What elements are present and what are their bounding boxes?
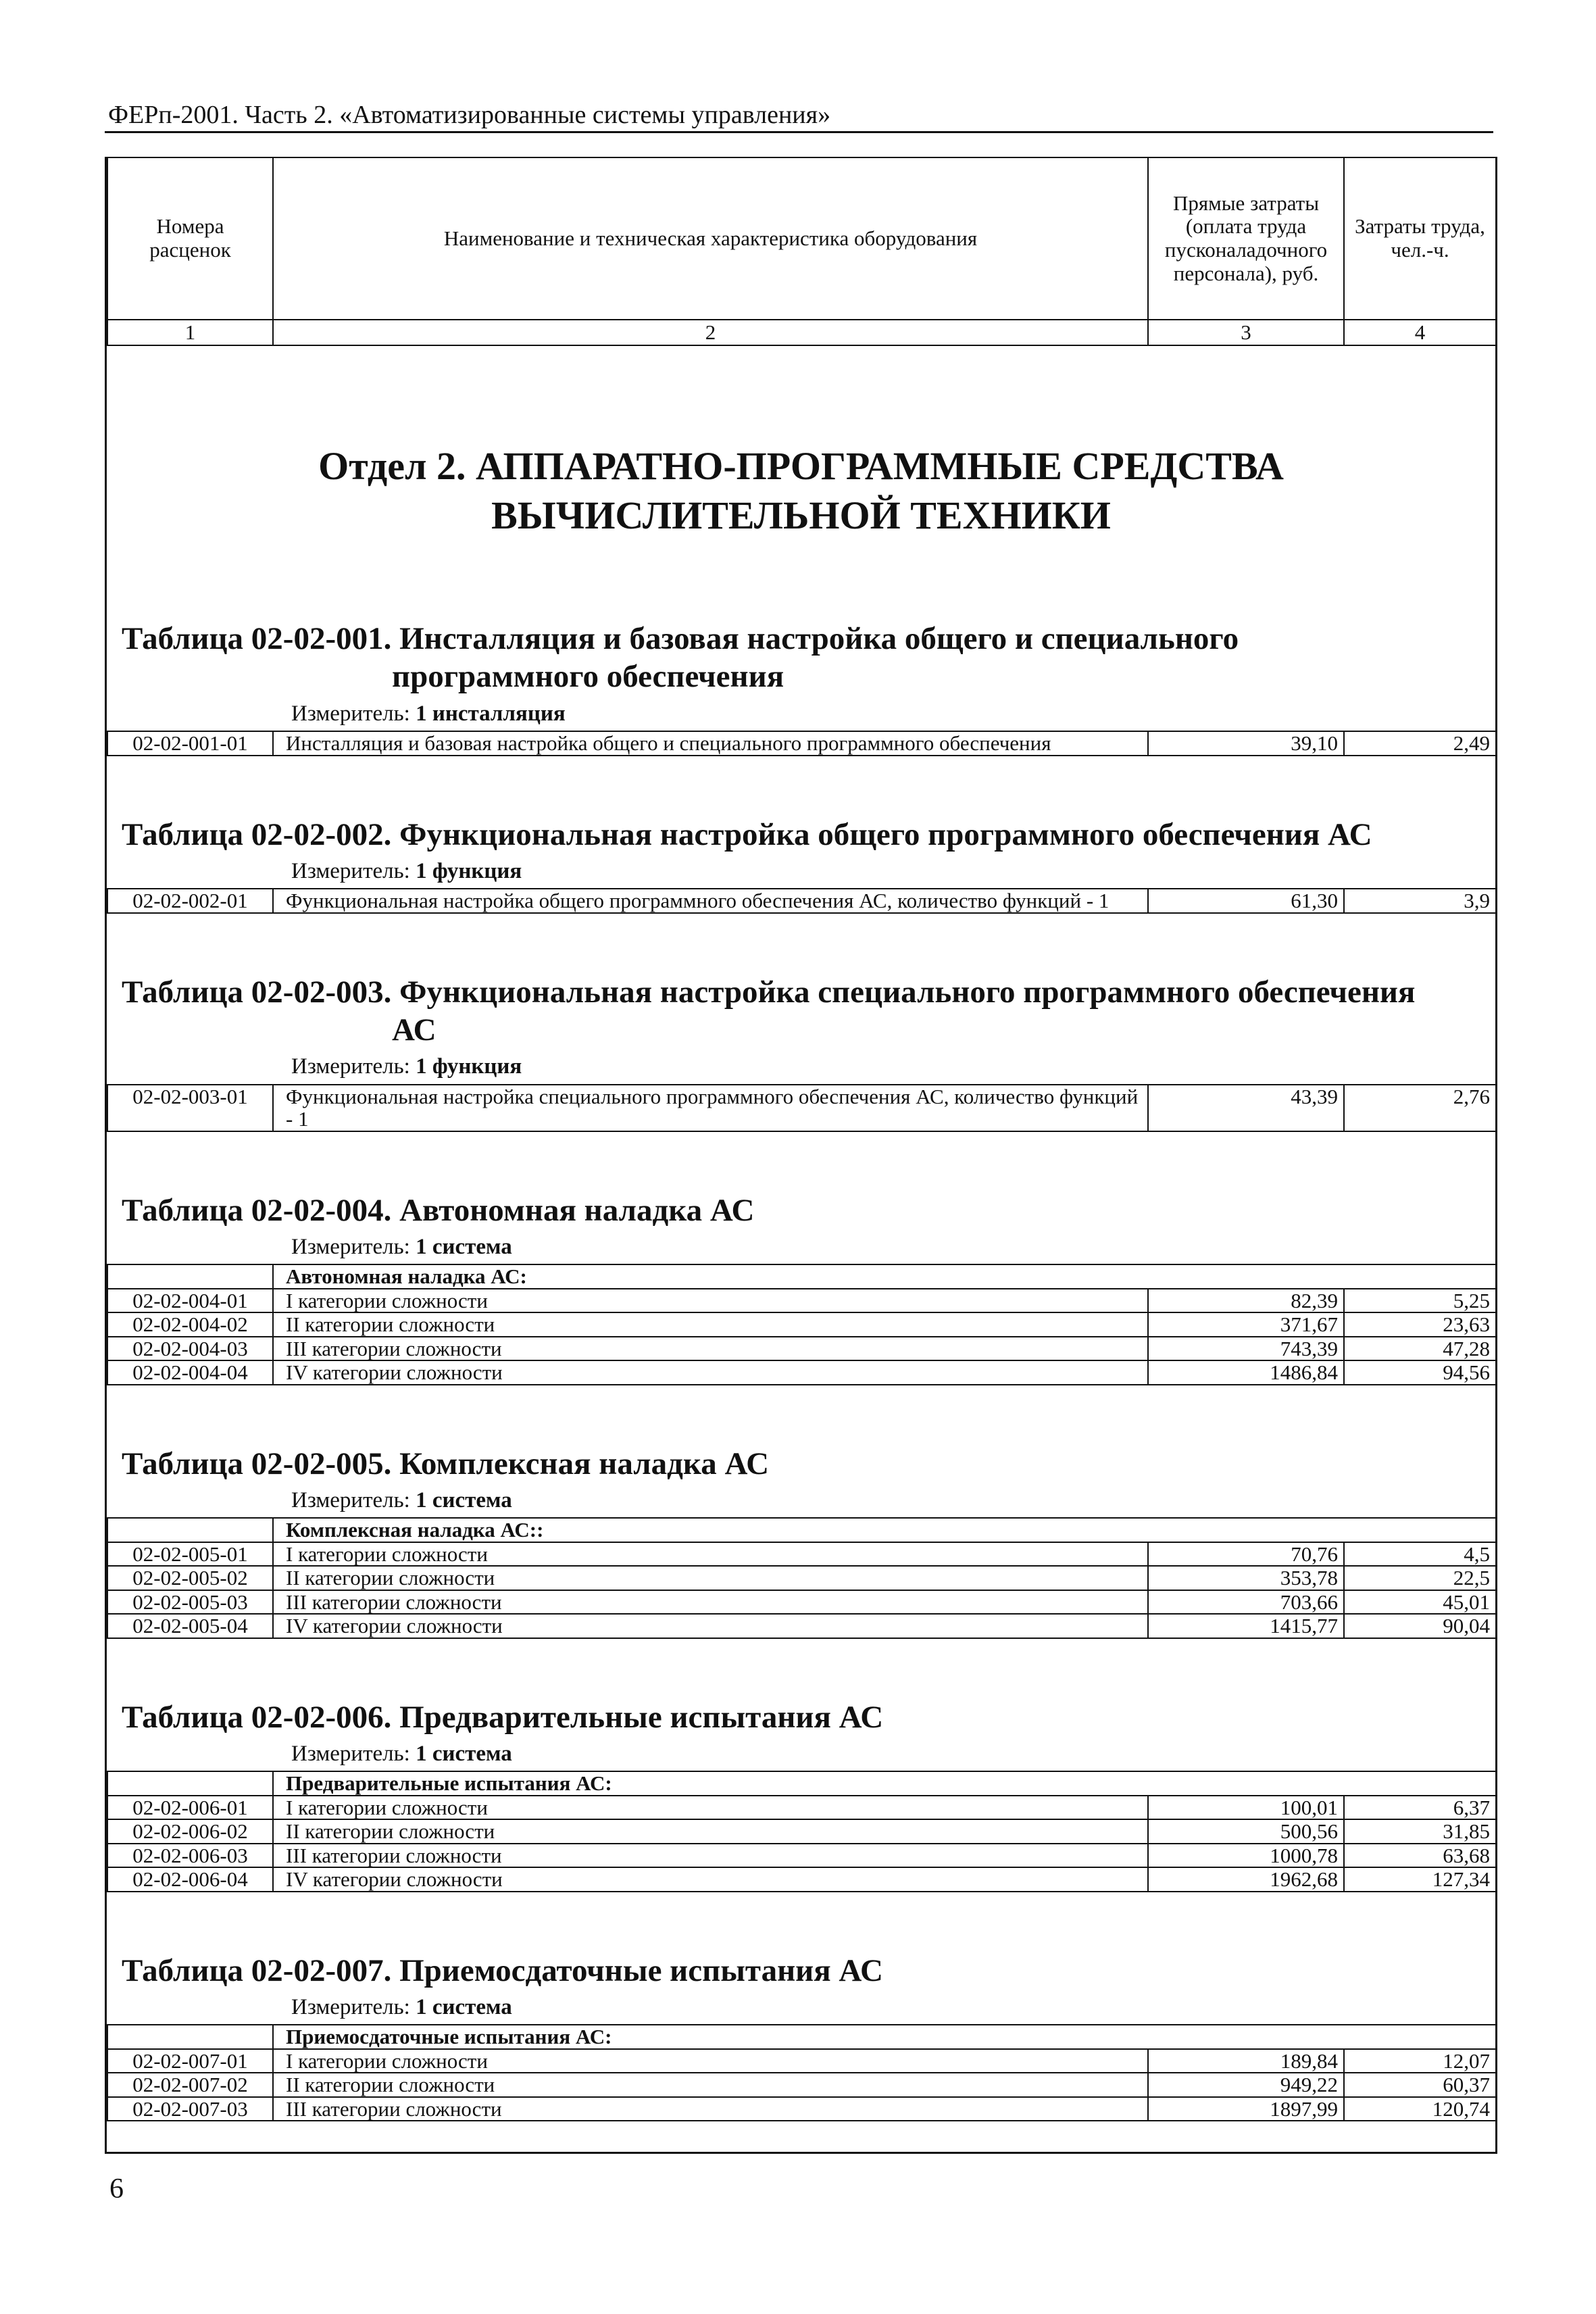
spacer <box>107 756 1495 816</box>
rate-table-block <box>107 756 1495 914</box>
header-code: Номера расценок <box>107 157 273 320</box>
rate-cost: 39,10 <box>1148 731 1344 755</box>
table-row <box>107 1819 1496 1843</box>
page-number: 6 <box>109 2173 124 2205</box>
rate-name: III категории сложности <box>273 1844 1148 1867</box>
header-name: Наименование и техническая характеристика оборудования <box>273 157 1148 320</box>
rate-name: II категории сложности <box>273 1819 1148 1843</box>
rate-table-block <box>107 1132 1495 1385</box>
rate-code: 02-02-004-02 <box>107 1312 273 1336</box>
rate-code: 02-02-005-01 <box>107 1542 273 1566</box>
empty-cell <box>107 1518 273 1542</box>
measure-label: Измеритель: <box>291 1487 416 1512</box>
rate-labor: 4,5 <box>1344 1542 1496 1566</box>
rate-cost: 1962,68 <box>1148 1867 1344 1891</box>
rate-code: 02-02-007-03 <box>107 2097 273 2121</box>
rate-table <box>107 1771 1497 1892</box>
rate-name: I категории сложности <box>273 1542 1148 1566</box>
table-title <box>122 1952 1495 1990</box>
measure-label: Измеритель: <box>291 858 416 883</box>
header-labor: Затраты труда, чел.-ч. <box>1344 157 1496 320</box>
rate-labor: 45,01 <box>1344 1590 1496 1614</box>
rate-cost: 703,66 <box>1148 1590 1344 1614</box>
header-num-1: 1 <box>107 320 273 345</box>
rate-table <box>107 731 1497 756</box>
header-rule <box>105 131 1493 133</box>
measure-unit: 1 система <box>416 1741 512 1766</box>
rate-cost: 1000,78 <box>1148 1844 1344 1867</box>
header-num-4: 4 <box>1344 320 1496 345</box>
table-row <box>107 2073 1496 2096</box>
rate-labor: 94,56 <box>1344 1360 1496 1384</box>
table-row <box>107 731 1496 755</box>
rate-name: II категории сложности <box>273 1312 1148 1336</box>
table-title-text: Таблица 02-02-002. Функциональная настройка общего программного обеспечения АС <box>122 816 1372 852</box>
rate-cost: 61,30 <box>1148 889 1344 912</box>
rate-name: III категории сложности <box>273 2097 1148 2121</box>
table-row <box>107 1590 1496 1614</box>
rate-labor: 5,25 <box>1344 1289 1496 1312</box>
spacer <box>107 1132 1495 1191</box>
measure-line <box>107 1233 1495 1261</box>
rate-labor: 12,07 <box>1344 2049 1496 2073</box>
rate-labor: 23,63 <box>1344 1312 1496 1336</box>
rate-table-block <box>107 1892 1495 2122</box>
rate-cost: 70,76 <box>1148 1542 1344 1566</box>
table-row <box>107 1844 1496 1867</box>
rate-labor: 3,9 <box>1344 889 1496 912</box>
rate-labor: 120,74 <box>1344 2097 1496 2121</box>
rate-code: 02-02-004-01 <box>107 1289 273 1312</box>
measure-line <box>107 1487 1495 1515</box>
table-row <box>107 1289 1496 1312</box>
rate-table <box>107 1517 1497 1638</box>
table-row <box>107 1337 1496 1360</box>
rate-code: 02-02-001-01 <box>107 731 273 755</box>
header-num-3: 3 <box>1148 320 1344 345</box>
table-subheader: Комплексная наладка АС:: <box>273 1518 1496 1542</box>
rate-name: Функциональная настройка специального программного обеспечения АС, количество функций - 1 <box>273 1085 1148 1131</box>
rate-code: 02-02-006-04 <box>107 1867 273 1891</box>
table-title <box>122 1191 1495 1229</box>
rate-table-block <box>107 1385 1495 1639</box>
rate-labor: 60,37 <box>1344 2073 1496 2096</box>
rate-labor: 6,37 <box>1344 1796 1496 1819</box>
measure-label: Измеритель: <box>291 1994 416 2019</box>
table-title-text: Таблица 02-02-003. Функциональная настройка специального программного обеспечения <box>122 974 1416 1010</box>
rate-table-block <box>107 620 1495 756</box>
table-row <box>107 1614 1496 1638</box>
rate-code: 02-02-006-01 <box>107 1796 273 1819</box>
rate-table <box>107 1264 1497 1385</box>
rate-cost: 1415,77 <box>1148 1614 1344 1638</box>
spacer <box>107 1892 1495 1952</box>
rate-code: 02-02-005-03 <box>107 1590 273 1614</box>
rate-labor: 47,28 <box>1344 1337 1496 1360</box>
spacer <box>107 1385 1495 1445</box>
rate-labor: 63,68 <box>1344 1844 1496 1867</box>
rate-labor: 90,04 <box>1344 1614 1496 1638</box>
table-subheader: Предварительные испытания АС: <box>273 1771 1496 1795</box>
table-row <box>107 889 1496 912</box>
table-subheader: Автономная наладка АС: <box>273 1264 1496 1288</box>
table-row <box>107 1312 1496 1336</box>
table-subheader-row <box>107 1518 1496 1542</box>
table-title <box>122 973 1495 1050</box>
rate-table <box>107 888 1497 913</box>
table-title-text: Таблица 02-02-007. Приемосдаточные испытания АС <box>122 1952 883 1988</box>
rate-table-block <box>107 914 1495 1132</box>
rate-code: 02-02-003-01 <box>107 1085 273 1131</box>
table-row <box>107 1085 1496 1131</box>
header-num-2: 2 <box>273 320 1148 345</box>
measure-line <box>107 1740 1495 1768</box>
rate-cost: 353,78 <box>1148 1566 1344 1590</box>
rate-name: IV категории сложности <box>273 1360 1148 1384</box>
measure-label: Измеритель: <box>291 1234 416 1259</box>
rate-labor: 2,49 <box>1344 731 1496 755</box>
table-subheader-row <box>107 1771 1496 1795</box>
rate-name: I категории сложности <box>273 2049 1148 2073</box>
rate-code: 02-02-005-02 <box>107 1566 273 1590</box>
table-title-continued: АС <box>392 1012 437 1048</box>
spacer <box>107 914 1495 973</box>
rate-cost: 82,39 <box>1148 1289 1344 1312</box>
table-row <box>107 1867 1496 1891</box>
rate-name: I категории сложности <box>273 1796 1148 1819</box>
document-sheet <box>105 157 1497 2154</box>
measure-unit: 1 система <box>416 1234 512 1259</box>
table-subheader-row <box>107 2025 1496 2048</box>
measure-unit: 1 система <box>416 1994 512 2019</box>
header-cost: Прямые затраты (оплата труда пусконаладочного персонала), руб. <box>1148 157 1344 320</box>
measure-label: Измеритель: <box>291 1054 416 1079</box>
rate-name: IV категории сложности <box>273 1614 1148 1638</box>
rate-table-block <box>107 1639 1495 1892</box>
rate-name: Инсталляция и базовая настройка общего и специального программного обеспечения <box>273 731 1148 755</box>
table-title-continued: программного обеспечения <box>392 659 784 695</box>
rate-code: 02-02-002-01 <box>107 889 273 912</box>
table-row <box>107 1360 1496 1384</box>
table-title-text: Таблица 02-02-006. Предварительные испытания АС <box>122 1699 884 1735</box>
rate-labor: 22,5 <box>1344 1566 1496 1590</box>
running-head: ФЕРп-2001. Часть 2. «Автоматизированные системы управления» <box>108 101 831 129</box>
empty-cell <box>107 1264 273 1288</box>
table-subheader: Приемосдаточные испытания АС: <box>273 2025 1496 2048</box>
rate-cost: 743,39 <box>1148 1337 1344 1360</box>
rate-labor: 31,85 <box>1344 1819 1496 1843</box>
measure-unit: 1 система <box>416 1487 512 1512</box>
table-title-text: Таблица 02-02-004. Автономная наладка АС <box>122 1192 755 1228</box>
table-title <box>122 620 1495 696</box>
rate-cost: 100,01 <box>1148 1796 1344 1819</box>
rate-cost: 500,56 <box>1148 1819 1344 1843</box>
measure-line <box>107 1053 1495 1081</box>
rate-code: 02-02-004-03 <box>107 1337 273 1360</box>
division-line-1: Отдел 2. АППАРАТНО-ПРОГРАММНЫЕ СРЕДСТВА <box>318 444 1284 488</box>
table-title-text: Таблица 02-02-005. Комплексная наладка АС <box>122 1446 770 1481</box>
rate-name: II категории сложности <box>273 2073 1148 2096</box>
table-subheader-row <box>107 1264 1496 1288</box>
measure-label: Измеритель: <box>291 701 416 726</box>
division-title <box>107 442 1495 540</box>
table-row <box>107 1542 1496 1566</box>
table-row <box>107 1796 1496 1819</box>
rate-name: Функциональная настройка общего программного обеспечения АС, количество функций - 1 <box>273 889 1148 912</box>
tables-container <box>107 620 1495 2121</box>
table-title <box>122 1445 1495 1483</box>
measure-unit: 1 инсталляция <box>416 701 566 726</box>
rate-name: I категории сложности <box>273 1289 1148 1312</box>
rate-cost: 949,22 <box>1148 2073 1344 2096</box>
column-header-table <box>107 157 1497 346</box>
table-row <box>107 2097 1496 2121</box>
measure-line <box>107 858 1495 885</box>
rate-code: 02-02-005-04 <box>107 1614 273 1638</box>
measure-line <box>107 700 1495 728</box>
rate-labor: 2,76 <box>1344 1085 1496 1131</box>
table-title-text: Таблица 02-02-001. Инсталляция и базовая настройка общего и специального <box>122 621 1239 656</box>
rate-code: 02-02-006-02 <box>107 1819 273 1843</box>
division-line-2: ВЫЧИСЛИТЕЛЬНОЙ ТЕХНИКИ <box>491 493 1111 537</box>
rate-table <box>107 1084 1497 1132</box>
rate-name: II категории сложности <box>273 1566 1148 1590</box>
table-row <box>107 2049 1496 2073</box>
rate-cost: 1486,84 <box>1148 1360 1344 1384</box>
rate-code: 02-02-006-03 <box>107 1844 273 1867</box>
measure-unit: 1 функция <box>416 1054 522 1079</box>
rate-cost: 1897,99 <box>1148 2097 1344 2121</box>
rate-name: III категории сложности <box>273 1337 1148 1360</box>
measure-label: Измеритель: <box>291 1741 416 1766</box>
measure-unit: 1 функция <box>416 858 522 883</box>
rate-code: 02-02-007-02 <box>107 2073 273 2096</box>
rate-table <box>107 2024 1497 2121</box>
rate-labor: 127,34 <box>1344 1867 1496 1891</box>
rate-name: IV категории сложности <box>273 1867 1148 1891</box>
table-title <box>122 816 1495 854</box>
rate-cost: 189,84 <box>1148 2049 1344 2073</box>
rate-cost: 43,39 <box>1148 1085 1344 1131</box>
rate-code: 02-02-007-01 <box>107 2049 273 2073</box>
rate-name: III категории сложности <box>273 1590 1148 1614</box>
table-row <box>107 1566 1496 1590</box>
empty-cell <box>107 2025 273 2048</box>
measure-line <box>107 1994 1495 2021</box>
table-title <box>122 1698 1495 1736</box>
spacer <box>107 1639 1495 1698</box>
empty-cell <box>107 1771 273 1795</box>
rate-code: 02-02-004-04 <box>107 1360 273 1384</box>
rate-cost: 371,67 <box>1148 1312 1344 1336</box>
